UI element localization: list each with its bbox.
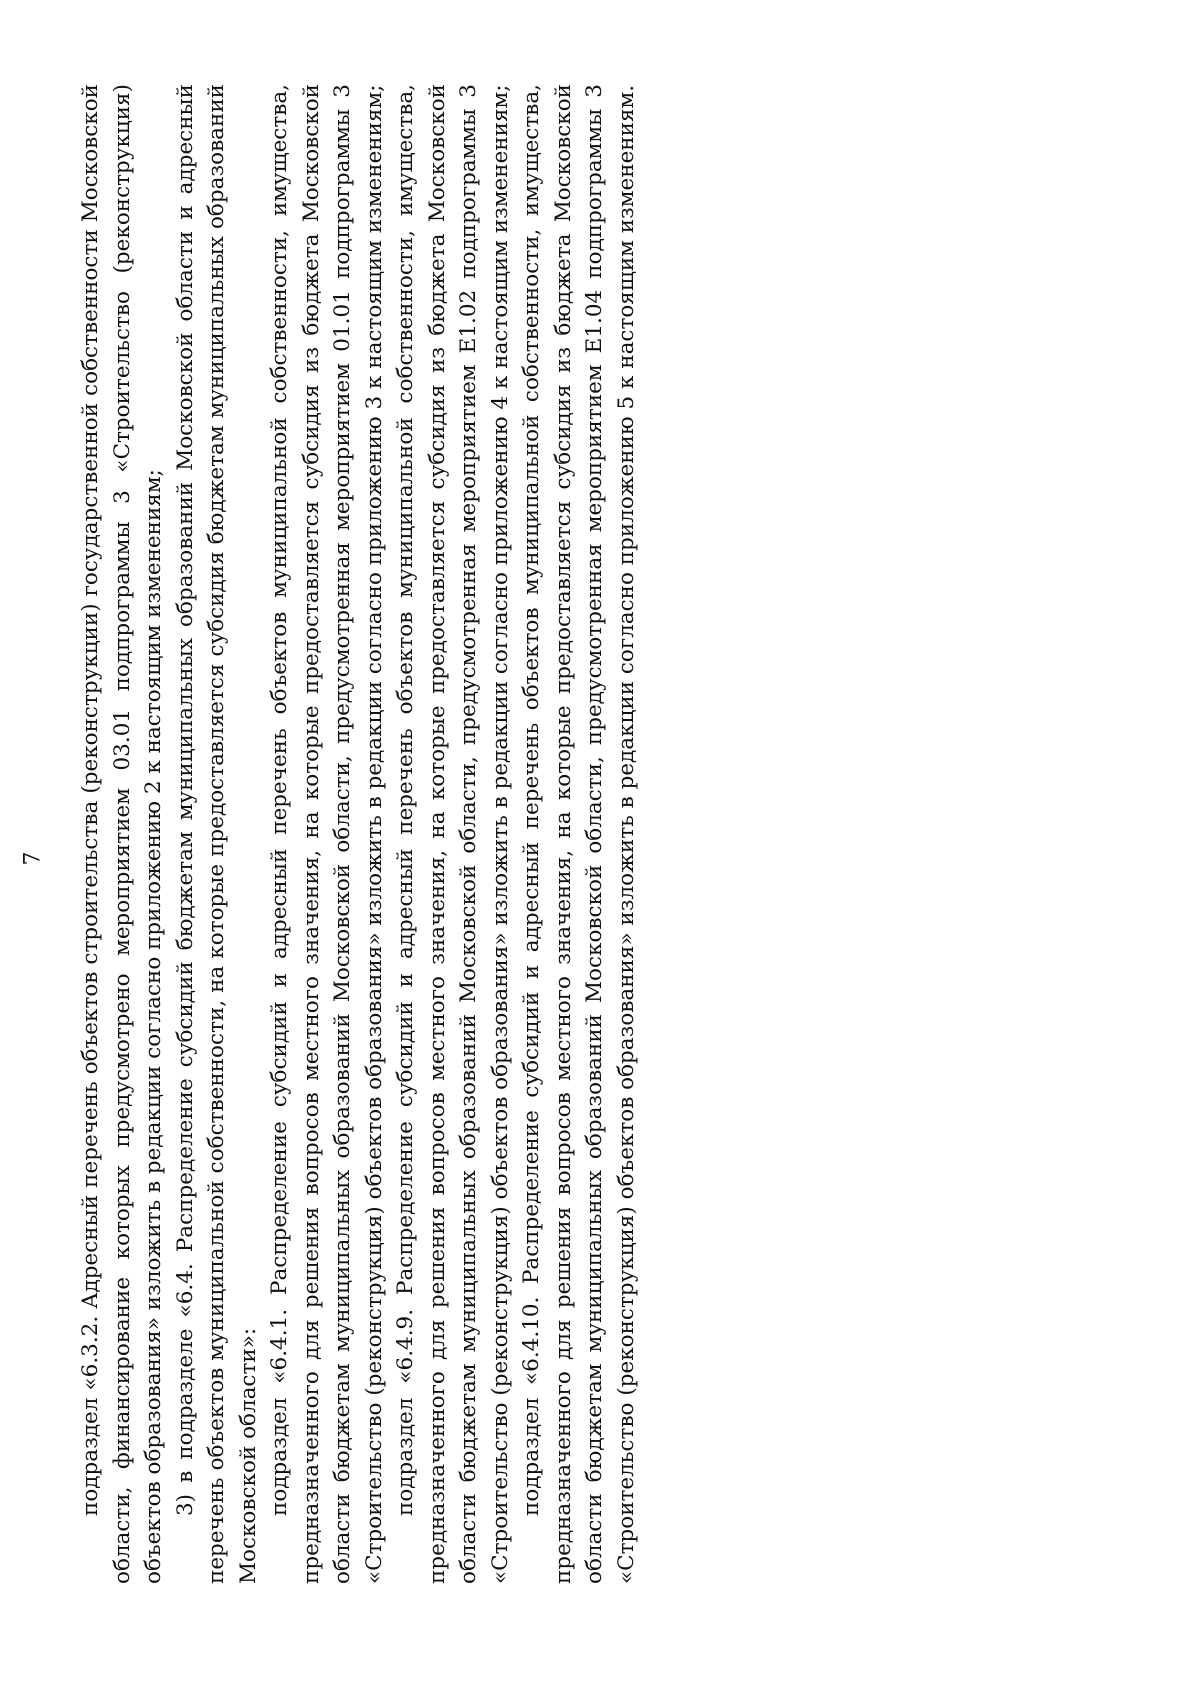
page-number: 7: [20, 851, 46, 866]
paragraph-6-4-10: подраздел «6.4.10. Распределение субсидий и адресный перечень объектов муниципальной собственности, имущества, предназначенного для решения вопросов местного значения, на которые предоставляется субсидия из бюджета Московской области бюджетам муниципальных образований Московской области, предусмотренная мероприятием Е1.04 подпрограммы 3 «Строительство (реконструкция) объектов образования» изложить в редакции согласно приложению 5 к настоящим изменениям.: [519, 84, 639, 1584]
document-body: [75, 84, 642, 1584]
paragraph-6-4-9: подраздел «6.4.9. Распределение субсидий и адресный перечень объектов муниципальной собственности, имущества, предназначенного для решения вопросов местного значения, на которые предоставляется субсидия из бюджета Московской области бюджетам муниципальных образований Московской области, предусмотренная мероприятием Е1.02 подпрограммы 3 «Строительство (реконструкция) объектов образования» изложить в редакции согласно приложению 4 к настоящим изменениям;: [393, 84, 513, 1584]
paragraph-6-3-2: подраздел «6.3.2. Адресный перечень объектов строительства (реконструкции) государственной собственности Московской области, финансирование которых предусмотрено мероприятием 03.01 подпрограммы 3 «Строительство (реконструкция) объектов образования» изложить в редакции согласно приложению 2 к настоящим изменениям;: [78, 84, 166, 1584]
paragraph-6-4-1: подраздел «6.4.1. Распределение субсидий и адресный перечень объектов муниципальной собственности, имущества, предназначенного для решения вопросов местного значения, на которые предоставляется субсидия из бюджета Московской области бюджетам муниципальных образований Московской области, предусмотренная мероприятием 01.01 подпрограммы 3 «Строительство (реконструкция) объектов образования» изложить в редакции согласно приложению 3 к настоящим изменениям;: [267, 84, 387, 1584]
paragraph-item-3: 3) в подразделе «6.4. Распределение субсидий бюджетам муниципальных образований Московской области и адресный перечень объектов муниципальной собственности, на которые предоставляется субсидия бюджетам муниципальных образований Московской области»:: [172, 84, 261, 1584]
